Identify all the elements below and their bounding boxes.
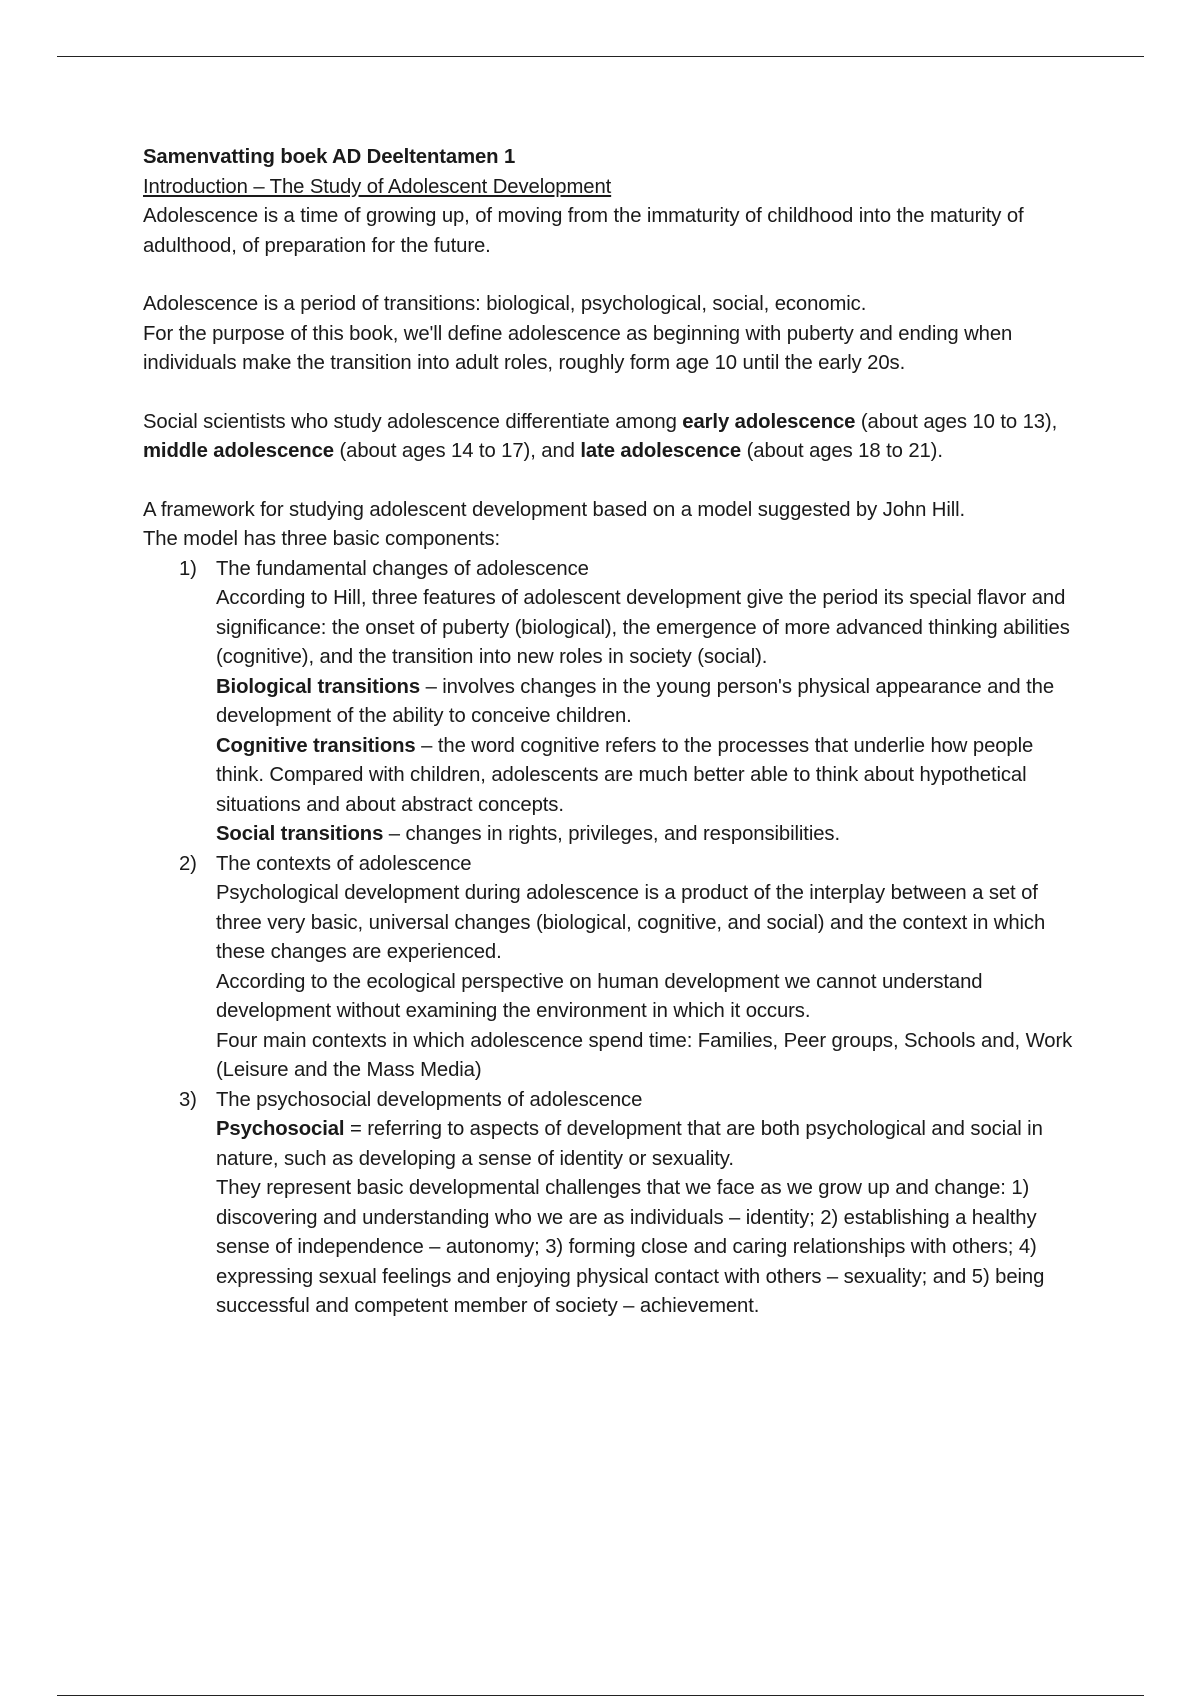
list-item-text — [216, 673, 1078, 732]
stages-text: (about ages 14 to 17), and — [333, 440, 581, 462]
term-biological-transitions: Biological transitions — [216, 675, 421, 698]
stages-paragraph — [143, 408, 1078, 467]
stages-text: (about ages 18 to 21). — [741, 440, 943, 462]
list-item-heading: The psychosocial developments of adolescence — [216, 1088, 643, 1111]
term-middle-adolescence: middle adolescence — [143, 440, 334, 462]
term-late-adolescence: late adolescence — [580, 440, 742, 462]
section-heading: Introduction – The Study of Adolescent Development — [143, 175, 612, 198]
list-item-heading: The contexts of adolescence — [216, 852, 472, 875]
spacer — [143, 261, 1078, 290]
term-early-adolescence: early adolescence — [682, 410, 856, 433]
term-definition: – the word cognitive refers to the processes that underlie how people think. Compared with children, adolescents are much better able to think about hypothetical situations and about abstract concepts. — [216, 734, 1034, 816]
term-psychosocial: Psychosocial — [216, 1118, 345, 1140]
model-paragraph: The model has three basic components: — [143, 528, 501, 550]
list-item-heading: The fundamental changes of adolescence — [216, 557, 589, 580]
framework-paragraph: A framework for studying adolescent development based on a model suggested by John Hill. — [143, 498, 966, 521]
intro-paragraph: Adolescence is a time of growing up, of moving from the immaturity of childhood into the maturity of adulthood, of preparation for the future. — [143, 205, 1024, 257]
stages-text: (about ages 10 to 13), — [855, 410, 1058, 433]
document-title: Samenvatting boek AD Deeltentamen 1 — [143, 146, 516, 168]
list-item-text — [216, 732, 1078, 821]
list-item — [143, 555, 1078, 850]
list-item-text: They represent basic developmental challenges that we face as we grow up and change: 1) discovering and understanding who we are as individuals – identity; 2) establishing a healthy sense of independence – autonomy; 3) forming close and caring relationships with others; 4) expressing sexual feelings and enjoying physical contact with others – sexuality; and 5) being successful and competent member of society – achievement. — [216, 1177, 1045, 1317]
transitions-paragraph: Adolescence is a period of transitions: biological, psychological, social, economic. — [143, 293, 867, 315]
list-item — [143, 850, 1078, 1086]
spacer — [143, 379, 1078, 408]
term-definition: = referring to aspects of development that are both psychological and social in nature, such as developing a sense of identity or sexuality. — [216, 1118, 1043, 1170]
components-list — [143, 555, 1078, 1322]
term-cognitive-transitions: Cognitive transitions — [216, 734, 416, 757]
stages-text: Social scientists who study adolescence differentiate among — [143, 410, 683, 433]
spacer — [143, 467, 1078, 496]
term-definition: – changes in rights, privileges, and responsibilities. — [383, 823, 840, 845]
term-definition: – involves changes in the young person's physical appearance and the development of the ability to conceive children. — [216, 675, 1055, 727]
list-item-text: Four main contexts in which adolescence spend time: Families, Peer groups, Schools and, Work (Leisure and the Mass Media) — [216, 1029, 1073, 1081]
list-item — [143, 1086, 1078, 1322]
definition-paragraph: For the purpose of this book, we'll define adolescence as beginning with puberty and ending when individuals make the transition into adult roles, roughly form age 10 until the early 20s. — [143, 322, 1013, 374]
list-item-text — [216, 820, 1078, 850]
list-item-text — [216, 1115, 1078, 1174]
list-number: 3) — [179, 1088, 197, 1111]
term-social-transitions: Social transitions — [216, 823, 384, 845]
list-number: 2) — [179, 852, 197, 875]
list-item-text: According to Hill, three features of adolescent development give the period its special flavor and significance: the onset of puberty (biological), the emergence of more advanced thinking abilities (cognitive), and the transition into new roles in society (social). — [216, 587, 1070, 668]
document-body — [143, 143, 1078, 1322]
bottom-divider — [57, 1695, 1144, 1696]
list-item-text: Psychological development during adolescence is a product of the interplay between a set of three very basic, universal changes (biological, cognitive, and social) and the context in which these changes are experienced. — [216, 882, 1046, 963]
list-item-text: According to the ecological perspective on human development we cannot understand development without examining the environment in which it occurs. — [216, 970, 983, 1022]
top-divider — [57, 56, 1144, 57]
list-number: 1) — [179, 557, 197, 580]
